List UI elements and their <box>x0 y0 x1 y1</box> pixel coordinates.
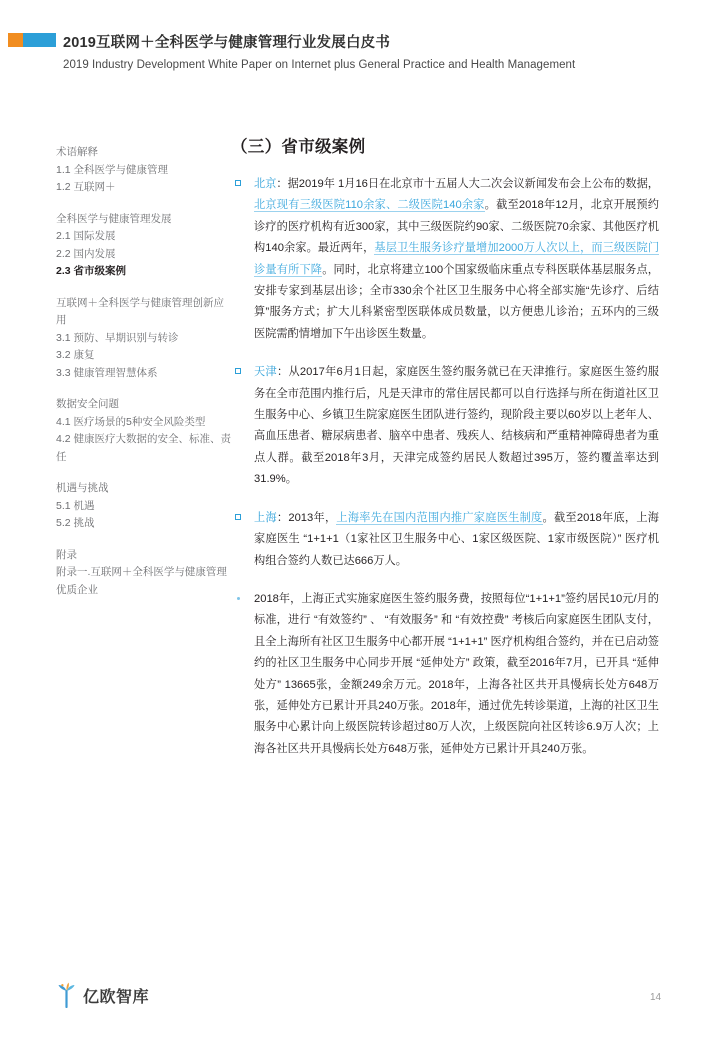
content-paragraph <box>231 362 659 490</box>
footer-logo-text: 亿欧智库 <box>83 988 150 1006</box>
toc-group <box>56 144 234 197</box>
city-separator: ： <box>276 511 289 524</box>
bullet-square-icon <box>235 180 241 186</box>
brand-color-mark <box>8 33 56 47</box>
toc-item[interactable]: 1.1 全科医学与健康管理 <box>56 163 169 176</box>
toc-item[interactable]: 2.2 国内发展 <box>56 247 116 260</box>
content-paragraph <box>231 508 659 572</box>
bullet-square-icon <box>235 514 241 520</box>
toc-item[interactable]: 4.1 医疗场景的5种安全风险类型 <box>56 415 206 428</box>
toc-item-active[interactable]: 2.3 省市级案例 <box>56 265 127 277</box>
toc-item[interactable]: 1.2 互联网＋ <box>56 181 116 193</box>
main-content <box>231 136 659 760</box>
toc-group <box>56 480 234 533</box>
toc-item[interactable]: 4.2 健康医疗大数据的安全、标准、责任 <box>56 433 232 463</box>
toc-group <box>56 295 234 383</box>
body-text: 从2017年6月1日起，家庭医生签约服务就已在天津推行。家庭医生签约服务在全市范围内推行后，凡是天津市的常住居民都可以自行选择与所在街道社区卫生服务中心、乡镇卫生院家庭医生团队进行签约，现阶段主要以60岁以上老年人、高血压患者、糖尿病患者、脑卒中患者、残疾人、结核病和严重精神障碍患者为重点人群。截至2018年3月，天津完成签约居民人数超过395万，签约覆盖率达到31.9%。 <box>254 366 659 486</box>
toc-group-heading[interactable]: 数据安全问题 <box>56 398 119 410</box>
toc-item[interactable]: 2.1 国际发展 <box>56 230 116 242</box>
page-header <box>0 0 720 96</box>
bullet-square-icon <box>235 368 241 374</box>
city-label: 北京 <box>254 178 277 190</box>
city-separator: ： <box>276 178 288 190</box>
city-separator: ： <box>276 366 289 379</box>
toc-group-heading[interactable]: 机遇与挑战 <box>56 482 109 494</box>
toc-group-heading[interactable]: 互联网＋全科医学与健康管理创新应用 <box>56 296 224 326</box>
toc-item[interactable]: 5.1 机遇 <box>56 499 95 512</box>
body-text: 2013年， <box>288 511 337 524</box>
page-title: （三）省市级案例 <box>231 138 366 156</box>
content-paragraph <box>231 174 659 345</box>
city-label: 天津 <box>254 366 277 379</box>
highlighted-text[interactable]: 北京现有三级医院110余家、二级医院140余家 <box>254 199 485 212</box>
toc-group <box>56 547 234 600</box>
toc-item[interactable]: 3.1 预防、早期识别与转诊 <box>56 331 179 344</box>
paragraph-list <box>231 174 659 760</box>
toc-group-heading[interactable]: 术语解释 <box>56 146 98 158</box>
document-title-en: 2019 Industry Development White Paper on Internet plus General Practice and Health Management <box>63 59 576 71</box>
brand-mark-blue <box>23 33 56 47</box>
body-text: 据2019年 1月16日在北京市十五届人大二次会议新闻发布会上公布的数据， <box>287 178 659 190</box>
page-number: 14 <box>650 992 662 1003</box>
toc-group-heading[interactable]: 全科医学与健康管理发展 <box>56 212 172 225</box>
toc-group <box>56 396 234 466</box>
toc-item[interactable]: 附录一.互联网＋全科医学与健康管理优质企业 <box>56 566 227 596</box>
bullet-dot-icon <box>237 597 240 600</box>
highlighted-text[interactable]: 基层卫生服务诊疗量增加2000万人次以上，而三级医院门诊量有所下降 <box>254 242 660 276</box>
footer-logo <box>56 982 149 1008</box>
body-text: 。截至2018年12月，北京开展预约诊疗的医疗机构有近300家，其中三级医院约90家、二级医院70余家、其他医疗机构140余家。最近两年， <box>254 199 659 255</box>
toc-item[interactable]: 3.2 康复 <box>56 349 95 361</box>
table-of-contents <box>56 144 234 599</box>
body-text: 2018年，上海正式实施家庭医生签约服务费，按照每位“1+1+1”签约居民10元/月的标准，进行 “有效签约” 、 “有效服务” 和 “有效控费” 考核后向家庭医生团队支付，且全上海所有社区卫生服务中心都开展 “1+1+1” 医疗机构组合签约，并在已启动签约的社区卫生服务中心同步开展 “延伸处方” 政策，截至2016年7月，已开具 “延伸处方” 13665张，金额249余万元。2018年，上海各社区共开具慢病长处方648万张，延伸处方已累计开具240万张。2018年，通过优先转诊渠道，上海的社区卫生服务中心累计向上级医院转诊超过80万人次，上级医院向社区转诊6.9万人次；上海各社区共开具慢病长处方648万张，延伸处方已累计开具240万张。 <box>254 592 659 755</box>
body-text: 。截至2018年底，上海家庭医生 “1+1+1（1家社区卫生服务中心、1家区级医院、1家市级医院）” 医疗机构组合签约人数已达666万人。 <box>254 511 659 567</box>
highlighted-text[interactable]: 上海率先在国内范围内推广家庭医生制度 <box>336 511 543 524</box>
body-text: 。同时，北京将建立100个国家级临床重点专科医联体基层服务点，安排专家到基层出诊；全市330余个社区卫生服务中心将全部实施“先诊疗、后结算”服务方式；扩大儿科紧密型医联体成员数量，以方便患儿诊治；五环内的三级医院需酌情增加下午出诊医生数量。 <box>254 263 659 340</box>
yiou-leaf-icon <box>56 982 78 1008</box>
city-label: 上海 <box>254 511 277 524</box>
brand-mark-orange <box>8 33 23 47</box>
toc-group <box>56 211 234 281</box>
toc-item[interactable]: 5.2 挑战 <box>56 517 95 529</box>
document-title-cn: 2019互联网＋全科医学与健康管理行业发展白皮书 <box>63 35 391 51</box>
toc-item[interactable]: 3.3 健康管理智慧体系 <box>56 366 158 379</box>
content-paragraph <box>231 589 659 760</box>
toc-group-heading[interactable]: 附录 <box>56 548 77 561</box>
